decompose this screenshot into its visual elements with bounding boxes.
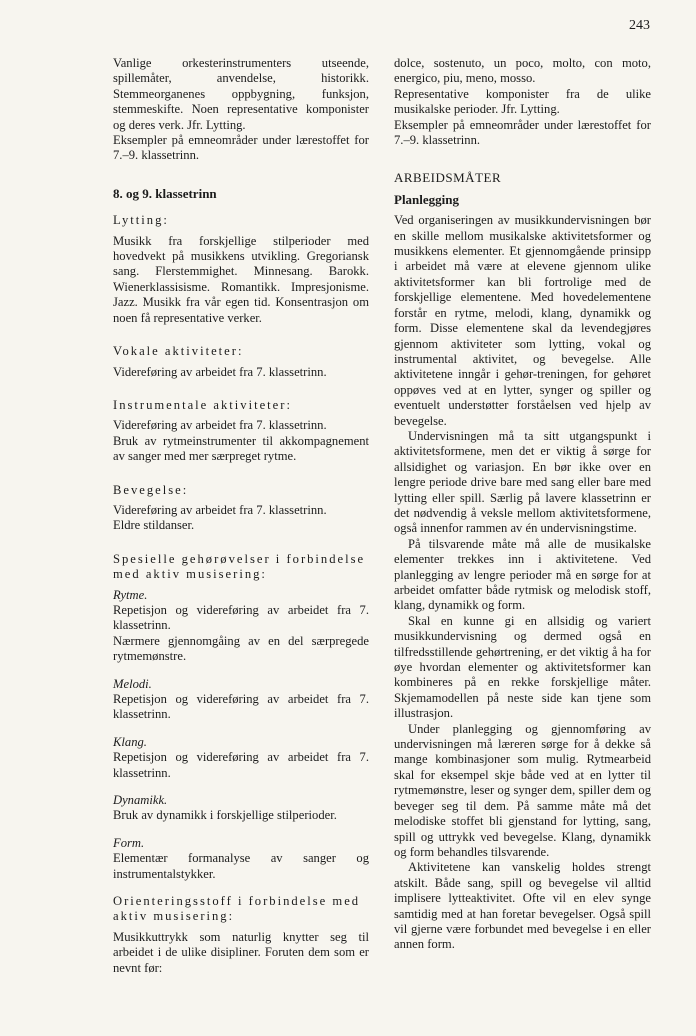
lytting-heading: Lytting: bbox=[113, 213, 169, 228]
body-paragraph-5: Under planlegging og gjennomføring av undervisningen må læreren sørge for å dekke så mange kombinasjoner som mulig. Rytmearbeid skal for eksempel skje både ved at en lytter til rytmemønstre, leser og synger dem, spiller dem og beveger seg til dem. På samme måte må det melodiske stoffet bli gjenstand for lytting, sang, spill og uttrykk ved bevegelse. Klang, dynamikk og form behandles tilsvarende. bbox=[394, 721, 651, 859]
form-label: Form. bbox=[113, 835, 145, 850]
vokale-heading: Vokale aktiviteter: bbox=[113, 344, 244, 359]
right-intro-1: dolce, sostenuto, un poco, molto, con moto, energico, piu, meno, mosso. bbox=[394, 56, 651, 86]
intro-paragraph-2: Eksempler på emneområder under lærestoffet for 7.–9. klassetrinn. bbox=[113, 133, 369, 163]
bevegelse-line-2: Eldre stildanser. bbox=[113, 518, 195, 533]
page-number: 243 bbox=[629, 18, 650, 33]
right-intro-2: Representative komponister fra de ulike musikalske perioder. Jfr. Lytting. bbox=[394, 86, 651, 117]
bevegelse-line-1: Videreføring av arbeidet fra 7. klassetrinn. bbox=[113, 502, 327, 517]
instrumentale-heading: Instrumentale aktiviteter: bbox=[113, 397, 292, 412]
body-paragraph-3: På tilsvarende måte må alle de musikalske elementer trekkes inn i aktivitetene. Ved planlegging av lengre perioder må en sørge for at arbeidet omfatter både rytmisk og melodisk stoff, klang, dynamikk og form. bbox=[394, 536, 651, 613]
lytting-text: Musikk fra forskjellige stilperioder med hovedvekt på musikkens utvikling. Gregoriansk sang. Flerstemmighet. Minnesang. Barokk. Wienerklassisisme. Romantikk. Impresjonisme. Jazz. Musikk fra vår egen tid. Konsentrasjon om noen få representative verker. bbox=[113, 233, 369, 325]
sub-heading: Planlegging bbox=[394, 191, 460, 207]
orientering-heading: Orienteringsstoff i forbindelse med aktiv musisering: bbox=[113, 894, 361, 924]
section-heading: ARBEIDSMÅTER bbox=[394, 170, 502, 186]
rytme-line-1: Repetisjon og videreføring av arbeidet fra 7. klassetrinn. bbox=[113, 602, 369, 633]
right-column bbox=[394, 56, 651, 953]
body-paragraph-4: Skal en kunne gi en allsidig og variert musikkundervisning og dermed også en tilfredsstillende gehørtrening, er det viktig å ha for øye hvordan elementer og aktivitetsformer kan kombineres på en rekke forskjellige måter. Skjemamodellen på neste side kan tjene som illustrasjon. bbox=[394, 613, 651, 721]
body-paragraph-1: Ved organiseringen av musikkundervisningen bør en skille mellom musikalske aktivitetsformer og musikkens elementer. Et gjennomgående prinsipp i arbeidet må være at elevene gjennom ulike aktivitetsformer kan bli fortrolige med de forskjellige elementene. Med hovedelementene forstår en rytme, melodi, klang, dynamikk og form. Disse elementene skal da levendegjøres gjennom aktiviteter som lytting, vokal og instrumental aktivitet, og bevegelse. Alle aktivitetene inngår i gehør-treningen, for gehøret oppøves ved at en lytter, synger og spiller og eventuelt understøtter forståelsen ved hjelp av bevegelse. bbox=[394, 213, 651, 428]
gehor-heading: Spesielle gehørøvelser i forbindelse med aktiv musisering: bbox=[113, 551, 366, 582]
orientering-text: Musikkuttrykk som naturlig knytter seg til arbeidet i de ulike disipliner. Foruten dem som er nevnt før: bbox=[113, 929, 369, 975]
dynamikk-line-1: Bruk av dynamikk i forskjellige stilperioder. bbox=[113, 808, 337, 823]
intro-paragraph-1: Vanlige orkesterinstrumenters utseende, spillemåter, anvendelse, historikk. Stemmeorganenes oppbygning, funksjon, stemmeskifte. Noen representative komponister og deres verk. Jfr. Lytting. bbox=[113, 56, 369, 132]
rytme-line-2: Nærmere gjennomgåing av en del særpregede rytmemønstre. bbox=[113, 633, 369, 664]
bevegelse-heading: Bevegelse: bbox=[113, 482, 189, 497]
form-line-1: Elementær formanalyse av sanger og instrumentalstykker. bbox=[113, 851, 369, 881]
vokale-text: Videreføring av arbeidet fra 7. klassetrinn. bbox=[113, 364, 327, 379]
body-paragraph-2: Undervisningen må ta sitt utgangspunkt i aktivitetsformene, men det er viktig å sørge for allsidighet og variasjon. En bør ikke over en lengre periode drive bare med sang eller bare med lytting eller spill. Særlig på lavere klassetrinn er det nødvendig å veksle mellom aktivitetsformene, også innenfor rammen av én undervisningstime. bbox=[394, 428, 651, 536]
klang-label: Klang. bbox=[113, 734, 147, 749]
melodi-line-1: Repetisjon og videreføring av arbeidet fra 7. klassetrinn. bbox=[113, 692, 369, 722]
left-column bbox=[113, 56, 369, 976]
body-paragraph-6: Aktivitetene kan vanskelig holdes strengt atskilt. Både sang, spill og bevegelse vil alltid implisere lytteaktivitet. Ofte vil en elev synge samtidig med at han foretar bevegelser. Også spill vil gjerne være forbundet med bevegelse i en eller annen form. bbox=[394, 860, 651, 952]
instrumentale-line-1: Videreføring av arbeidet fra 7. klassetrinn. bbox=[113, 418, 327, 433]
right-intro-3: Eksempler på emneområder under lærestoffet for 7.–9. klassetrinn. bbox=[394, 117, 651, 148]
klang-line-1: Repetisjon og videreføring av arbeidet fra 7. klassetrinn. bbox=[113, 750, 369, 780]
rytme-label: Rytme. bbox=[113, 587, 148, 602]
grade-heading: 8. og 9. klassetrinn bbox=[113, 185, 217, 201]
melodi-label: Melodi. bbox=[113, 676, 152, 691]
instrumentale-line-2: Bruk av rytmeinstrumenter til akkompagnement av sanger med mer særpreget rytme. bbox=[113, 433, 369, 464]
dynamikk-label: Dynamikk. bbox=[113, 793, 168, 808]
